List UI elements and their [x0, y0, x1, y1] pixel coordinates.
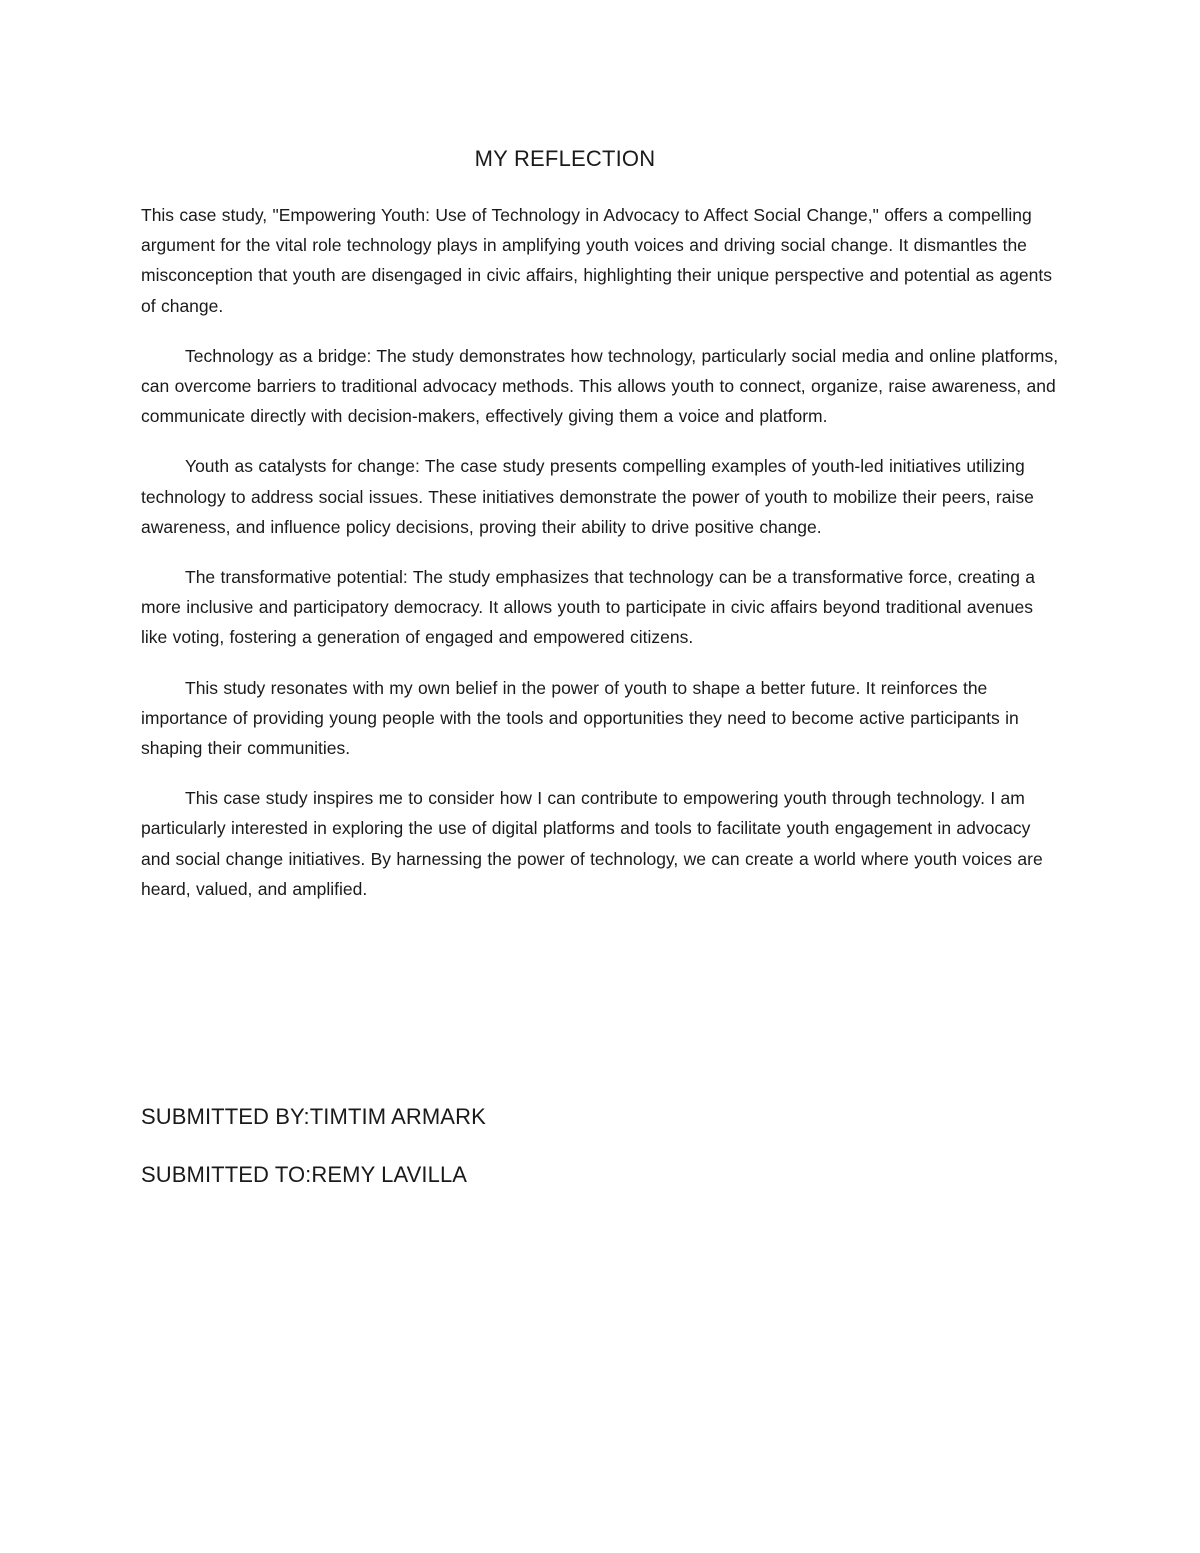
paragraph-youth-catalysts: Youth as catalysts for change: The case study presents compelling examples of youth-led initiatives utilizing technology to address social issues. These initiatives demonstrate the power of youth to mobilize their peers, raise awareness, and influence policy decisions, proving their ability to drive positive change.: [141, 456, 1034, 537]
submitted-by: SUBMITTED BY:TIMTIM ARMARK: [141, 1104, 486, 1129]
page-title: MY REFLECTION: [474, 146, 656, 171]
submitted-to: SUBMITTED TO:REMY LAVILLA: [141, 1162, 468, 1187]
paragraph-personal-belief: This study resonates with my own belief in the power of youth to shape a better future. It reinforces the importance of providing young people with the tools and opportunities they need to become active participants in shaping their communities.: [141, 677, 1019, 759]
paragraph-transformative-potential: The transformative potential: The study emphasizes that technology can be a transformative force, creating a more inclusive and participatory democracy. It allows youth to participate in civic affairs beyond traditional avenues like voting, fostering a generation of engaged and empowered citizens.: [141, 567, 1036, 648]
paragraph-intro: This case study, "Empowering Youth: Use of Technology in Advocacy to Affect Social Change," offers a compelling argument for the vital role technology plays in amplifying youth voices and driving social change. It dismantles the misconception that youth are disengaged in civic affairs, highlighting their unique perspective and potential as agents of change.: [141, 205, 1052, 316]
paragraph-inspiration: This case study inspires me to consider how I can contribute to empowering youth through technology. I am particularly interested in exploring the use of digital platforms and tools to facilitate youth engagement in advocacy and social change initiatives. By harnessing the power of technology, we can create a world where youth voices are heard, valued, and amplified.: [141, 788, 1043, 899]
paragraph-technology-bridge: Technology as a bridge: The study demonstrates how technology, particularly social media and online platforms, can overcome barriers to traditional advocacy methods. This allows youth to connect, organize, raise awareness, and communicate directly with decision-makers, effectively giving them a voice and platform.: [141, 345, 1059, 427]
document-body: [141, 200, 1061, 924]
